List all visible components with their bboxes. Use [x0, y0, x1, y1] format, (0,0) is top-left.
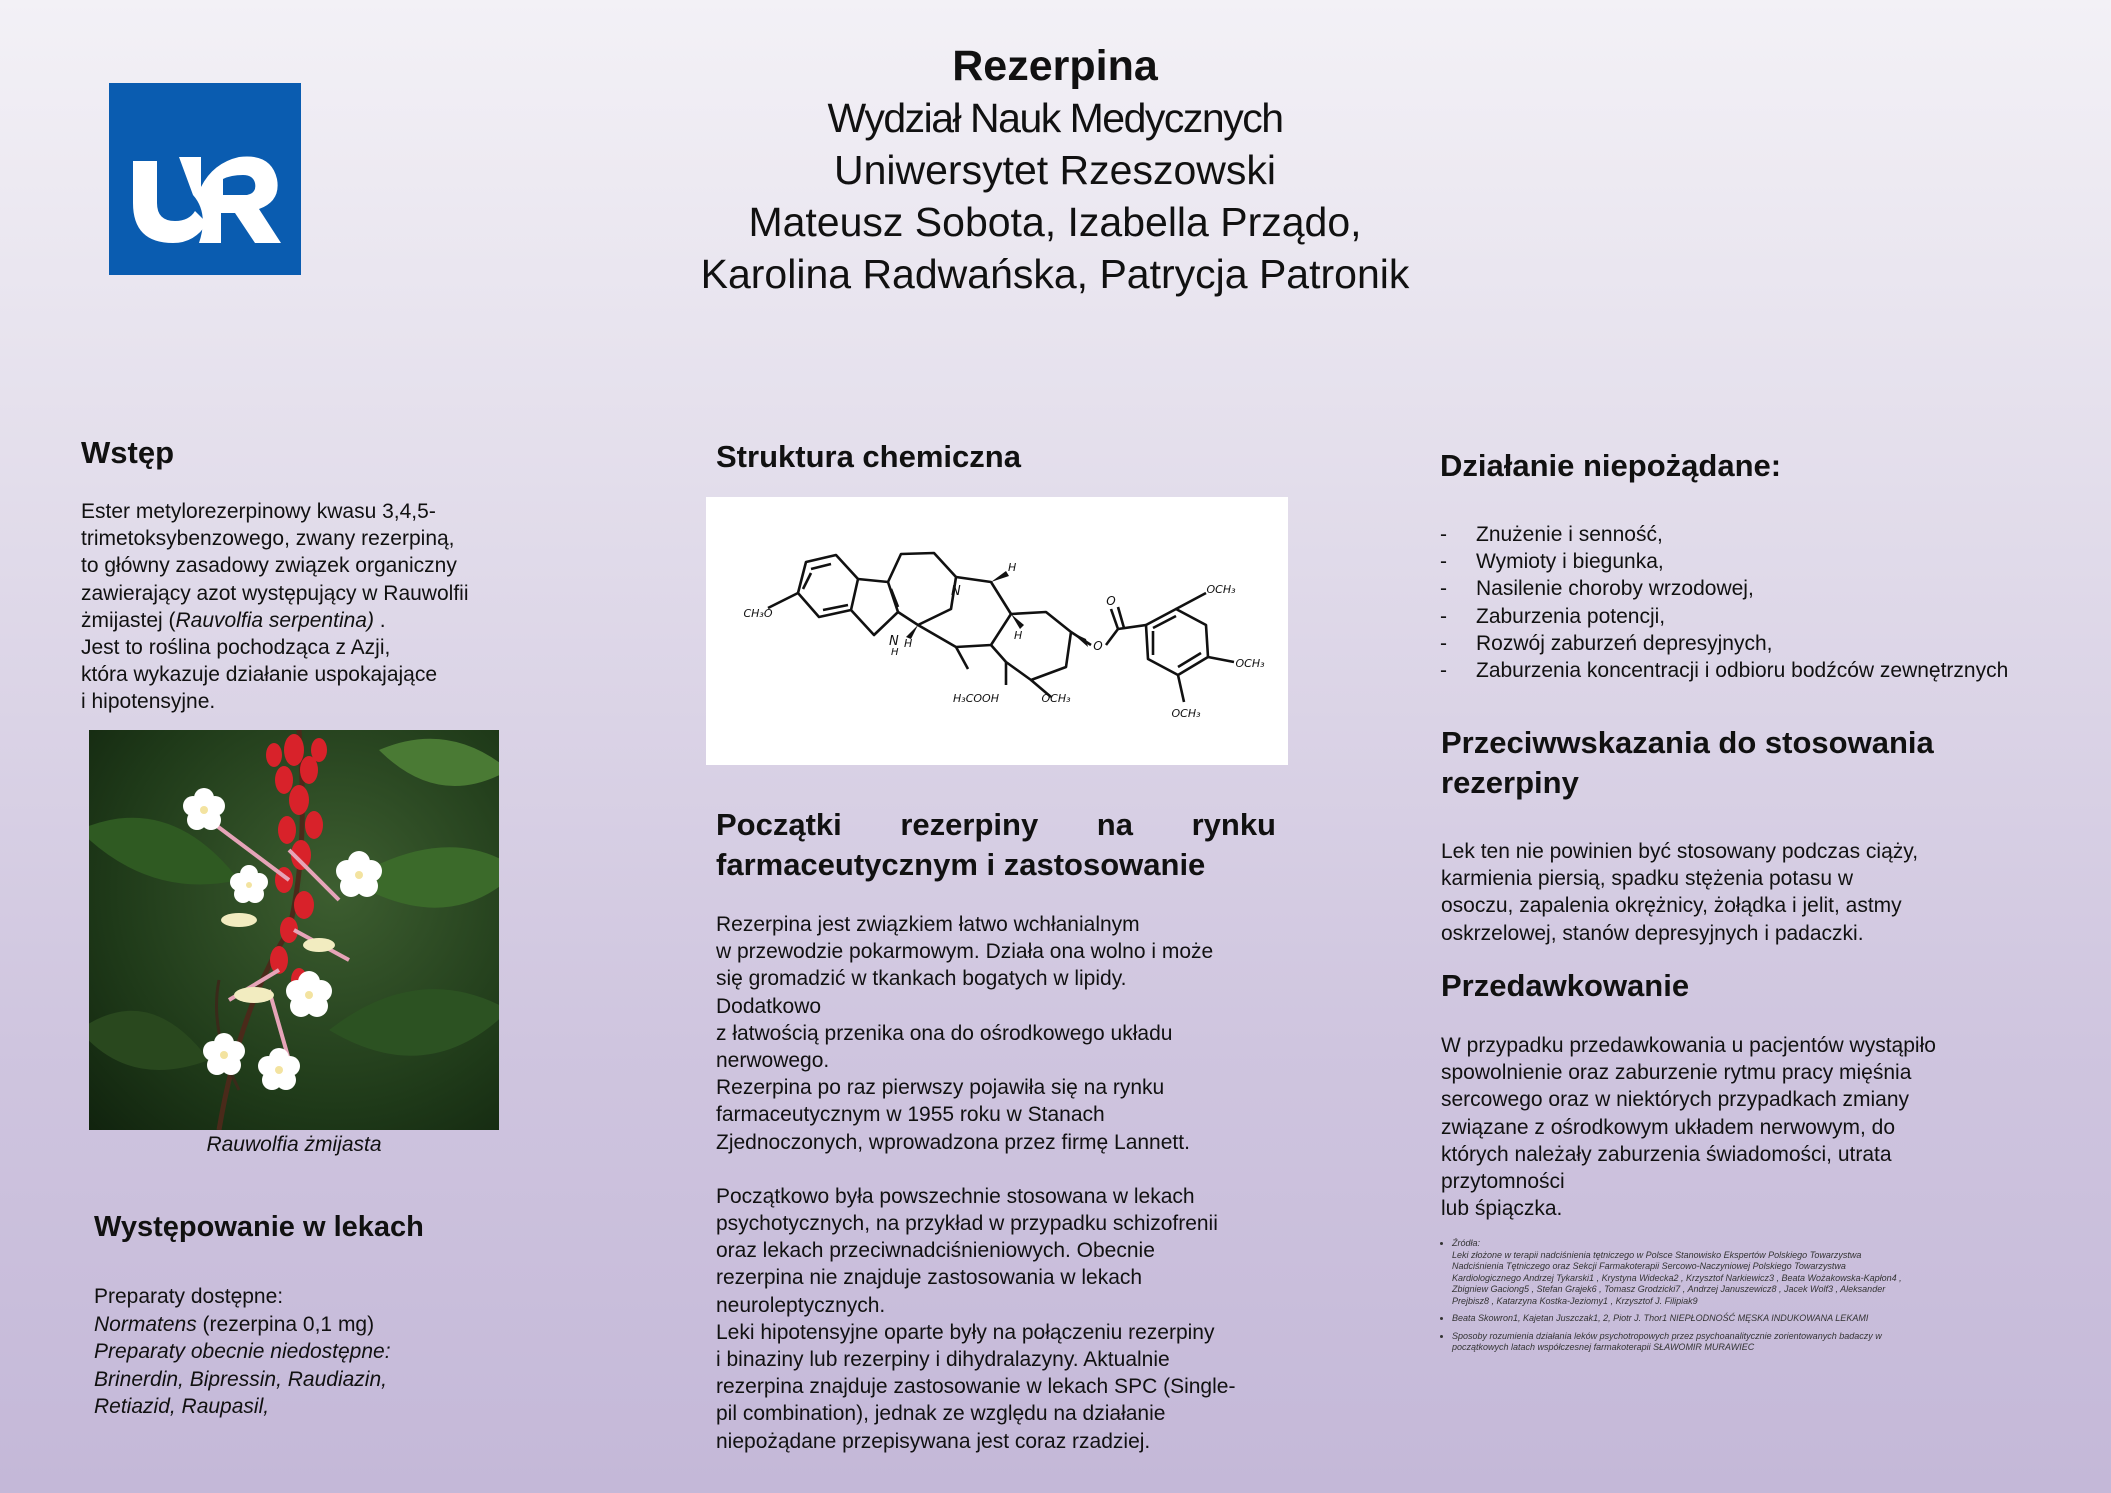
label-o: O: [1106, 594, 1116, 608]
history-heading: Początki rezerpiny na rynku farmaceutycznym i zastosowanie: [716, 807, 1276, 882]
list-item: - Zaburzenia potencji,: [1440, 603, 2080, 630]
label-och3: OCH₃: [1041, 692, 1071, 705]
label-h: H: [1008, 561, 1017, 574]
overdose-line: lub śpiączka.: [1441, 1197, 1563, 1221]
plant-flower-icon: [89, 730, 499, 1130]
source-item: • Sposoby rozumienia działania leków psychotropowych przez psychoanalitycznie zorientowanych badaczy w początkowych latach współczesnej farmakoterapii SŁAWOMIR MURAWIEC: [1452, 1331, 1992, 1354]
list-item: - Zaburzenia koncentracji i odbioru bodźców zewnętrznych: [1440, 657, 2080, 684]
latin-name: Rauvolfia serpentina): [175, 608, 374, 632]
history-line: rezerpina znajduje zastosowanie w lekach SPC (Single-: [716, 1375, 1236, 1399]
history-line: i binaziny lub rezerpiny i dihydralazyny. Aktualnie: [716, 1348, 1170, 1372]
contraindications-heading: Przeciwwskazania do stosowania rezerpiny: [1441, 725, 1934, 800]
history-line: oraz lekach przeciwnadciśnieniowych. Obecnie: [716, 1239, 1155, 1263]
label-h3cooh: H₃COOH: [953, 692, 999, 705]
overdose-line: związane z ośrodkowym układem nerwowym, do: [1441, 1115, 1896, 1139]
history-line: Zjednoczonych, wprowadzona przez firmę Lannett.: [716, 1130, 1190, 1154]
overdose-line: sercowego oraz w niektórych przypadkach zmiany: [1441, 1088, 1910, 1112]
university-logo: [109, 83, 301, 275]
history-text: [716, 911, 1286, 1455]
list-item: - Nasilenie choroby wrzodowej,: [1440, 575, 2080, 602]
overdose-text: [1441, 1032, 2001, 1222]
overdose-heading: Przedawkowanie: [1441, 968, 1690, 1003]
intro-line: Jest to roślina pochodząca z Azji,: [81, 636, 391, 660]
history-line: Leki hipotensyjne oparte były na połączeniu rezerpiny: [716, 1320, 1215, 1344]
list-item: - Znużenie i senność,: [1440, 521, 2080, 548]
history-line: Początkowo była powszechnie stosowana w lekach: [716, 1184, 1195, 1208]
history-line: Dodatkowo: [716, 994, 822, 1018]
intro-line: to główny zasadowy związek organiczny: [81, 554, 457, 578]
sources: [1432, 1238, 1992, 1360]
overdose-line: W przypadku przedawkowania u pacjentów wystąpiło: [1441, 1034, 1936, 1057]
intro-line: zawierający azot występujący w Rauwolfii: [81, 581, 469, 605]
available-drug: Normatens (rezerpina 0,1 mg): [94, 1312, 375, 1336]
history-line: Rezerpina jest związkiem łatwo wchłanialnym: [716, 913, 1140, 936]
drugs-heading: Występowanie w lekach: [94, 1211, 424, 1243]
label-n: N: [889, 634, 899, 649]
rauwolfia-photo: [89, 730, 499, 1130]
contra-line: Lek ten nie powinien być stosowany podczas ciąży,: [1441, 840, 1919, 863]
label-och3: OCH₃: [1235, 657, 1265, 670]
contra-line: oskrzelowej, stanów depresyjnych i padaczki.: [1441, 921, 1864, 945]
label-och3: OCH₃: [1206, 583, 1236, 596]
history-line: neuroleptycznych.: [716, 1293, 886, 1317]
history-line: psychotycznych, na przykład w przypadku schizofrenii: [716, 1212, 1218, 1236]
label-h: H: [1014, 629, 1023, 642]
available-label: Preparaty dostępne:: [94, 1285, 284, 1308]
adverse-list: [1440, 521, 2080, 684]
contra-line: karmienia piersią, spadku stężenia potasu w: [1441, 867, 1854, 891]
unavailable-drugs: Brinerdin, Bipressin, Raudiazin,: [94, 1367, 387, 1391]
history-line: nerwowego.: [716, 1049, 830, 1073]
intro-line: żmijastej (Rauvolfia serpentina) .: [81, 608, 386, 632]
authors-line-1: Mateusz Sobota, Izabella Prządo,: [748, 199, 1362, 245]
poster-title: Rezerpina: [952, 42, 1158, 90]
label-n: N: [951, 584, 961, 599]
intro-heading: Wstęp: [81, 435, 174, 470]
source-item: • Źródła: Leki złożone w terapii nadciśnienia tętniczego w Polsce Stanowisko Ekspertów Polskiego Towarzystwa Nadciśnienia Tętniczego oraz Sekcji Farmakoterapii Sercowo-Naczyniowej Polskiego Towarzystwa Kardiologicznego Andrzej Tykarski1 , Krystyna Widecka2 , Krzysztof Narkiewicz3 , Beata Wożakowska-Kapłon4 , Zbigniew Gaciong5 , Stefan Grajek6 , Tomasz Grodzicki7 , Andrzej Januszewicz8 , Jacek Wolf3 , Aleksander Prejbisz8 , Katarzyna Kostka-Jeziomy1 , Krzysztof J. Filipiak9: [1452, 1238, 1992, 1307]
intro-line: Ester metylorezerpinowy kwasu 3,4,5-: [81, 500, 436, 523]
chemistry-heading: Struktura chemiczna: [716, 439, 1021, 474]
history-line: z łatwością przenika ona do ośrodkowego układu: [716, 1021, 1173, 1045]
overdose-line: przytomności: [1441, 1170, 1565, 1194]
intro-line: i hipotensyjne.: [81, 690, 216, 714]
drugs-text: [94, 1283, 514, 1421]
intro-line: która wykazuje działanie uspokajające: [81, 663, 438, 687]
history-line: niepożądane przepisywana jest coraz rzadziej.: [716, 1429, 1151, 1453]
contra-line: osoczu, zapalenia okrężnicy, żołądka i jelit, astmy: [1441, 894, 1902, 918]
chemical-structure: [706, 497, 1288, 765]
faculty-name: Wydział Nauk Medycznych: [827, 95, 1283, 141]
ur-logo-icon: [109, 83, 301, 275]
source-item: • Beata Skowron1, Kajetan Juszczak1, 2, Piotr J. Thor1 NIEPŁODNOŚĆ MĘSKA INDUKOWANA LEKAMI: [1452, 1313, 1992, 1325]
plant-caption: Rauwolfia żmijasta: [206, 1133, 382, 1156]
authors-line-2: Karolina Radwańska, Patrycja Patronik: [700, 251, 1410, 297]
history-line: pil combination), jednak ze względu na działanie: [716, 1402, 1166, 1426]
unavailable-label: Preparaty obecnie niedostępne:: [94, 1340, 391, 1363]
list-item: - Wymioty i biegunka,: [1440, 548, 2080, 575]
overdose-line: spowolnienie oraz zaburzenie rytmu pracy mięśnia: [1441, 1061, 1912, 1085]
university-name: Uniwersytet Rzeszowski: [834, 147, 1276, 193]
poster-header: [600, 40, 1510, 300]
label-och3: OCH₃: [1171, 707, 1201, 720]
history-line: się gromadzić w tkankach bogatych w lipidy.: [716, 967, 1127, 991]
label-h: H: [891, 647, 899, 658]
history-line: w przewodzie pokarmowym. Działa ona wolno i może: [716, 940, 1214, 964]
contraindications-text: [1441, 838, 2001, 947]
label-o: O: [1093, 639, 1103, 653]
history-line: rezerpina nie znajduje zastosowania w lekach: [716, 1266, 1143, 1290]
overdose-line: których należały zaburzenia świadomości, utrata: [1441, 1142, 1892, 1166]
intro-text: [81, 498, 521, 716]
history-line: Rezerpina po raz pierwszy pojawiła się na rynku: [716, 1076, 1165, 1100]
label-h: H: [904, 637, 913, 650]
label-ch3o: CH₃O: [743, 607, 773, 620]
adverse-heading: Działanie niepożądane:: [1440, 448, 1782, 483]
list-item: - Rozwój zaburzeń depresyjnych,: [1440, 630, 2080, 657]
unavailable-drugs: Retiazid, Raupasil,: [94, 1395, 270, 1418]
intro-line: trimetoksybenzowego, zwany rezerpiną,: [81, 527, 455, 551]
history-line: farmaceutycznym w 1955 roku w Stanach: [716, 1103, 1105, 1127]
reserpine-structure-icon: [706, 497, 1288, 765]
sources-label: • Źródła:: [1452, 1238, 1481, 1248]
